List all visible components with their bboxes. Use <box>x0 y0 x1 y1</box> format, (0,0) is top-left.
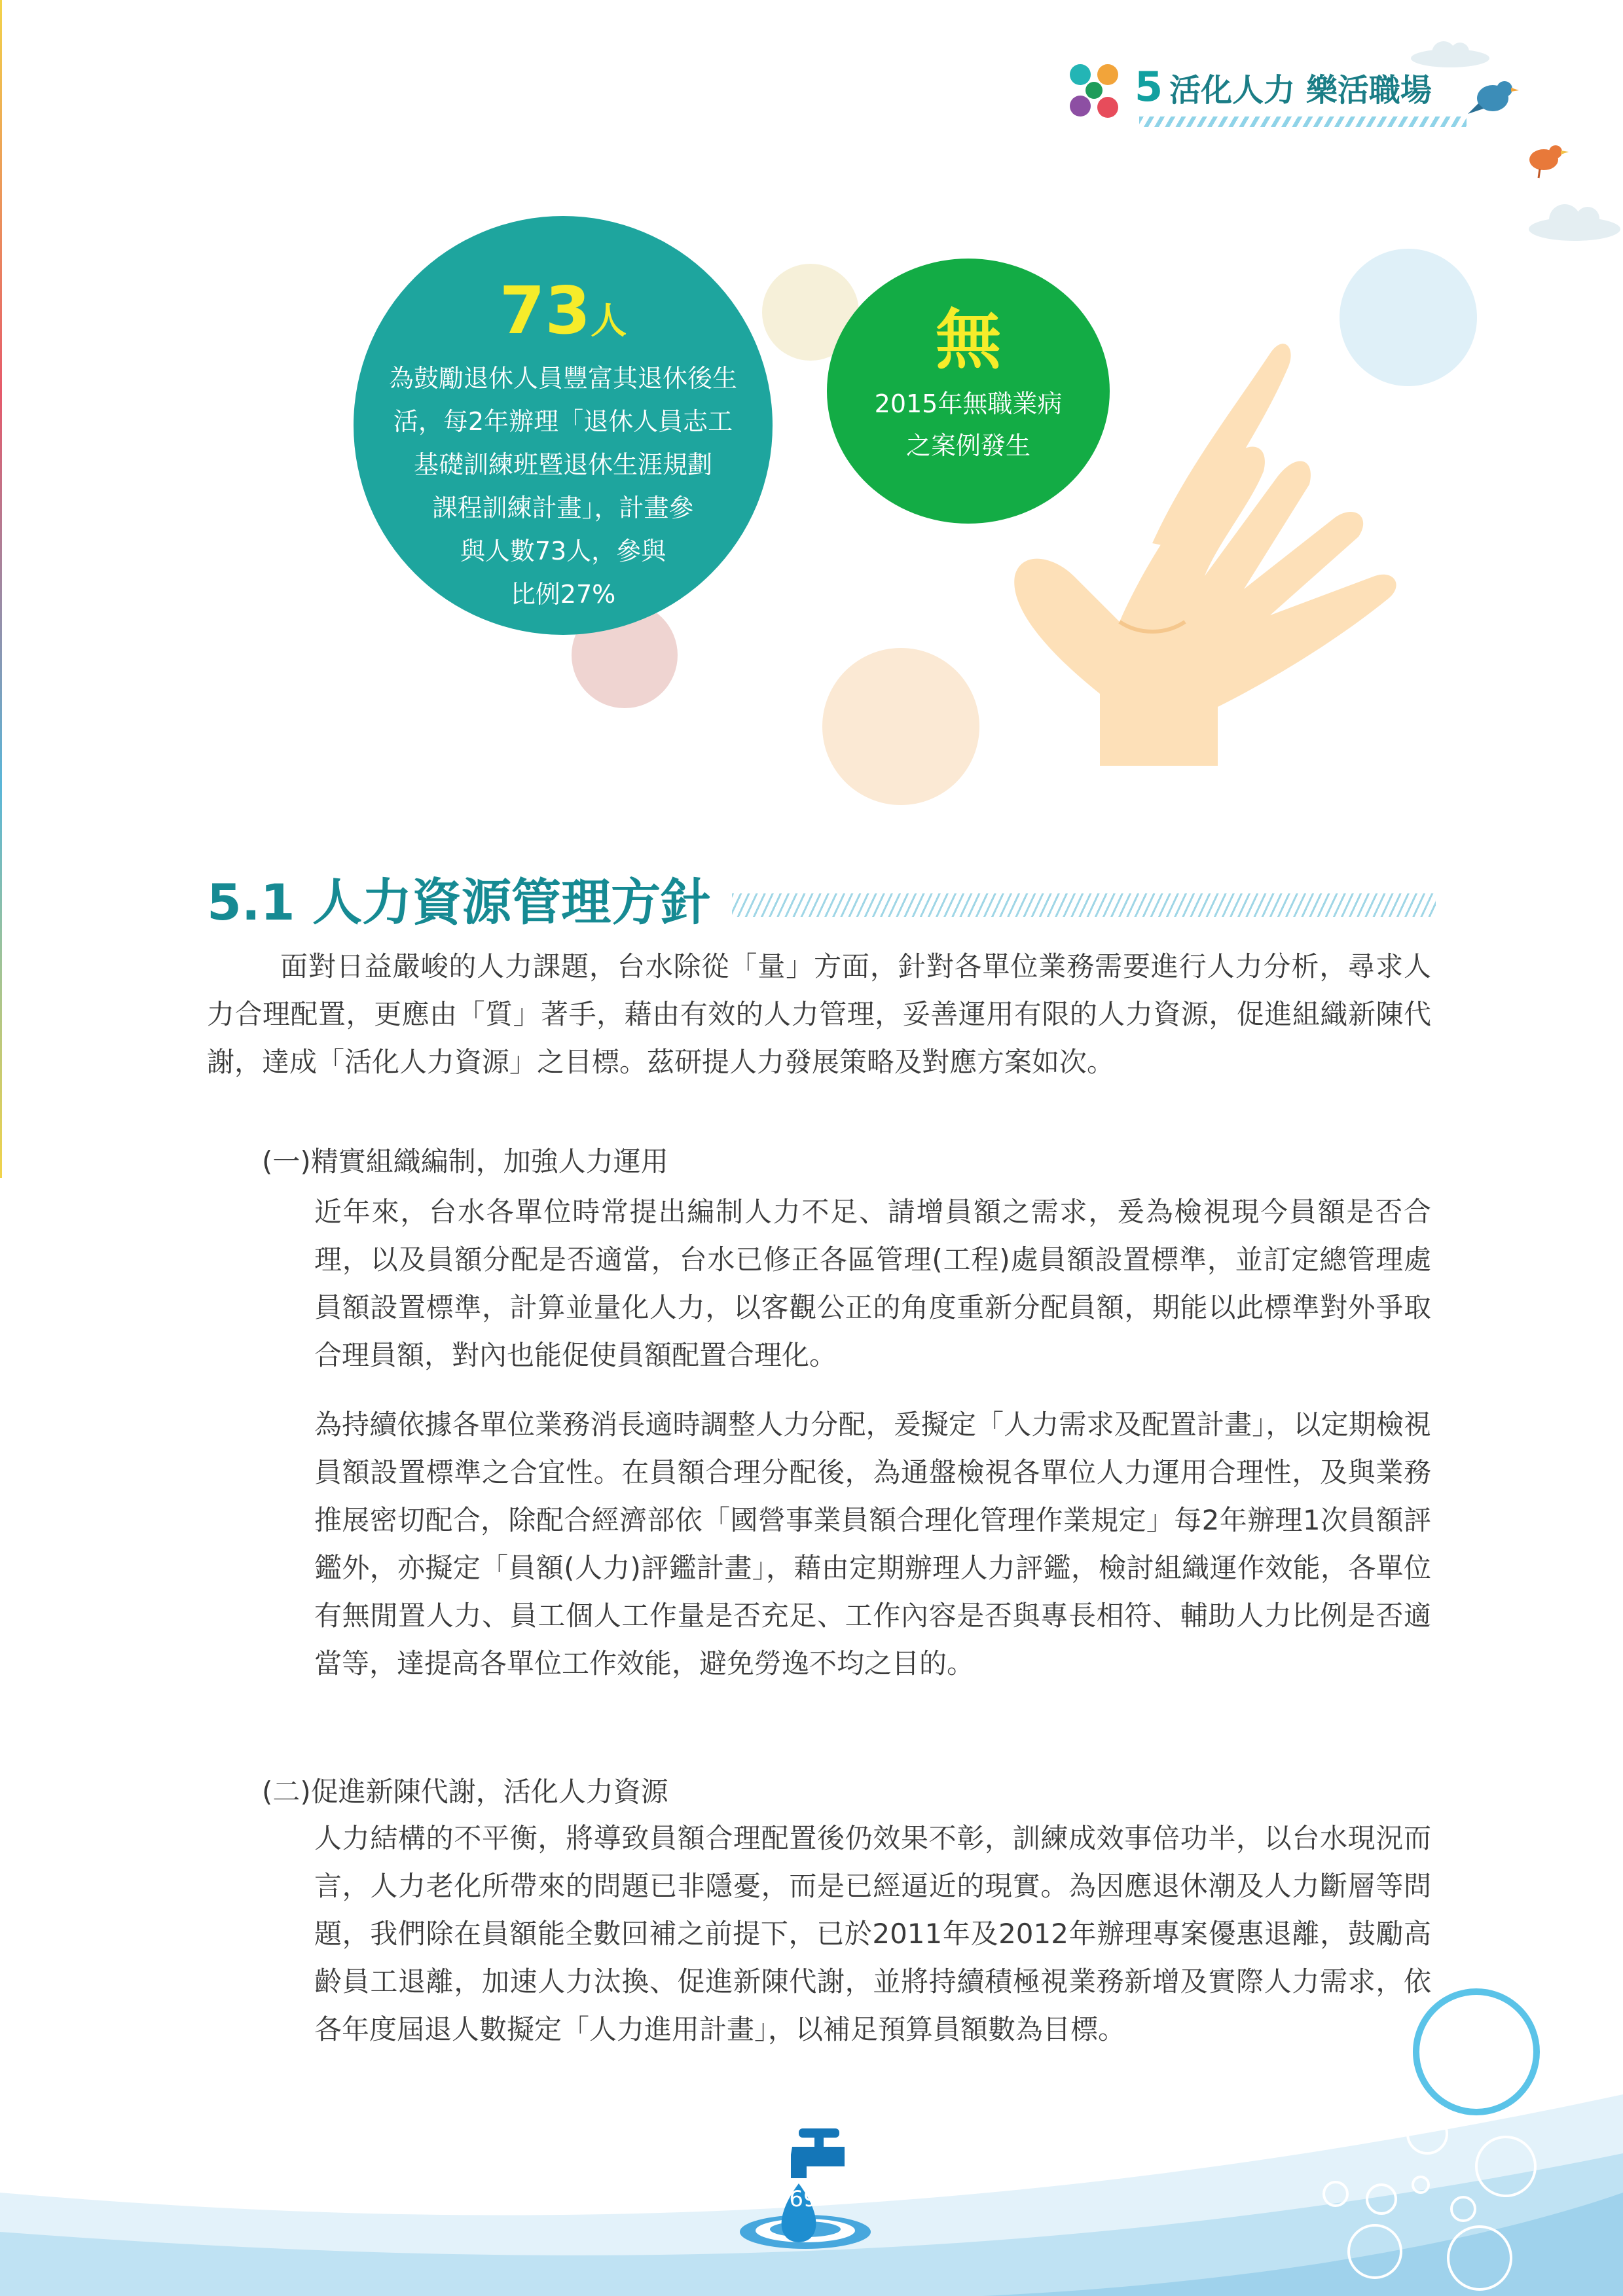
subsection-2-paragraph-1: 人力結構的不平衡，將導致員額合理配置後仍效果不彰，訓練成效事倍功半，以台水現況而言，人力老化所帶來的問題已非隱憂，而是已經逼近的現實。為因應退休潮及人力斷層等問題，我們除在員額能全數回補之前提下，已於2011年及2012年辦理專案優惠退離，鼓勵高齡員工退離，加速人力汰換、促進新陳代謝，並將持續積極視業務新增及實際人力需求，依各年度屆退人數擬定「人力進用計畫」，以補足預算員額數為目標。 <box>314 1822 1431 2045</box>
brand-logo-icon <box>1059 60 1127 128</box>
retiree-stat-circle <box>354 216 773 635</box>
chapter-title: 活化人力 樂活職場 <box>1169 72 1432 109</box>
section-title: 5.1 人力資源管理方針 <box>207 873 711 931</box>
intro-paragraph: 面對日益嚴峻的人力課題，台水除從「量」方面，針對各單位業務需要進行人力分析，尋求人力合理配置，更應由「質」著手，藉由有效的人力管理，妥善運用有限的人力資源，促進組織新陳代謝，達成「活化人力資源」之目標。茲研提人力發展策略及對應方案如次。 <box>207 950 1431 1078</box>
title-decoration <box>732 893 1436 917</box>
occupational-disease-value: 無 <box>936 302 1001 378</box>
subsection-1-paragraph-2: 為持續依據各單位業務消長適時調整人力分配，爰擬定「人力需求及配置計畫」，以定期檢視員額設置標準之合宜性。在員額合理分配後，為通盤檢視各單位人力運用合理性，及與業務推展密切配合，除配合經濟部依「國營事業員額合理化管理作業規定」每2年辦理1次員額評鑑外，亦擬定「員額(人力)評鑑計畫」，藉由定期辦理人力評鑑，檢討組織運作效能，各單位有無閒置人力、員工個人工作量是否充足、工作內容是否與專長相符、輔助人力比例是否適當等，達提高各單位工作效能，避免勞逸不均之目的。 <box>314 1408 1431 1679</box>
left-edge-stripe <box>0 0 2 1178</box>
subsection-heading-2: (二)促進新陳代謝，活化人力資源 <box>262 1776 668 1808</box>
header-stripe <box>1139 117 1467 127</box>
subsection-1-paragraph-1: 近年來，台水各單位時常提出編制人力不足、請增員額之需求，爰為檢視現今員額是否合理，以及員額分配是否適當，台水已修正各區管理(工程)處員額設置標準，並訂定總管理處員額設置標準，計算並量化人力，以客觀公正的角度重新分配員額，期能以此標準對外爭取合理員額，對內也能促使員額配置合理化。 <box>314 1196 1431 1371</box>
retiree-count <box>499 272 627 357</box>
subsection-heading-1: (一)精實組織編制，加強人力運用 <box>262 1145 668 1177</box>
retiree-description: 為鼓勵退休人員豐富其退休後生 活，每2年辦理「退休人員志工 基礎訓練班暨退休生涯規劃 課程訓練計畫」，計畫參 與人數73人，參與 比例27% <box>388 364 737 609</box>
decorative-circle <box>822 648 979 805</box>
page-number: 69 <box>789 2186 818 2212</box>
occupational-disease-circle <box>827 259 1110 524</box>
occupational-disease-description: 2015年無職業病 之案例發生 <box>874 389 1063 460</box>
cloud-icon <box>1525 196 1623 242</box>
chapter-number: 5 <box>1135 63 1163 111</box>
cloud-icon <box>1408 36 1493 69</box>
retiree-count-value: 73 <box>499 272 591 349</box>
blue-bird-icon <box>1467 72 1525 124</box>
bubbles-decoration <box>1309 1983 1597 2296</box>
retiree-count-unit: 人 <box>591 300 627 342</box>
orange-bird-icon <box>1519 137 1571 183</box>
chapter-header <box>1135 63 1432 111</box>
